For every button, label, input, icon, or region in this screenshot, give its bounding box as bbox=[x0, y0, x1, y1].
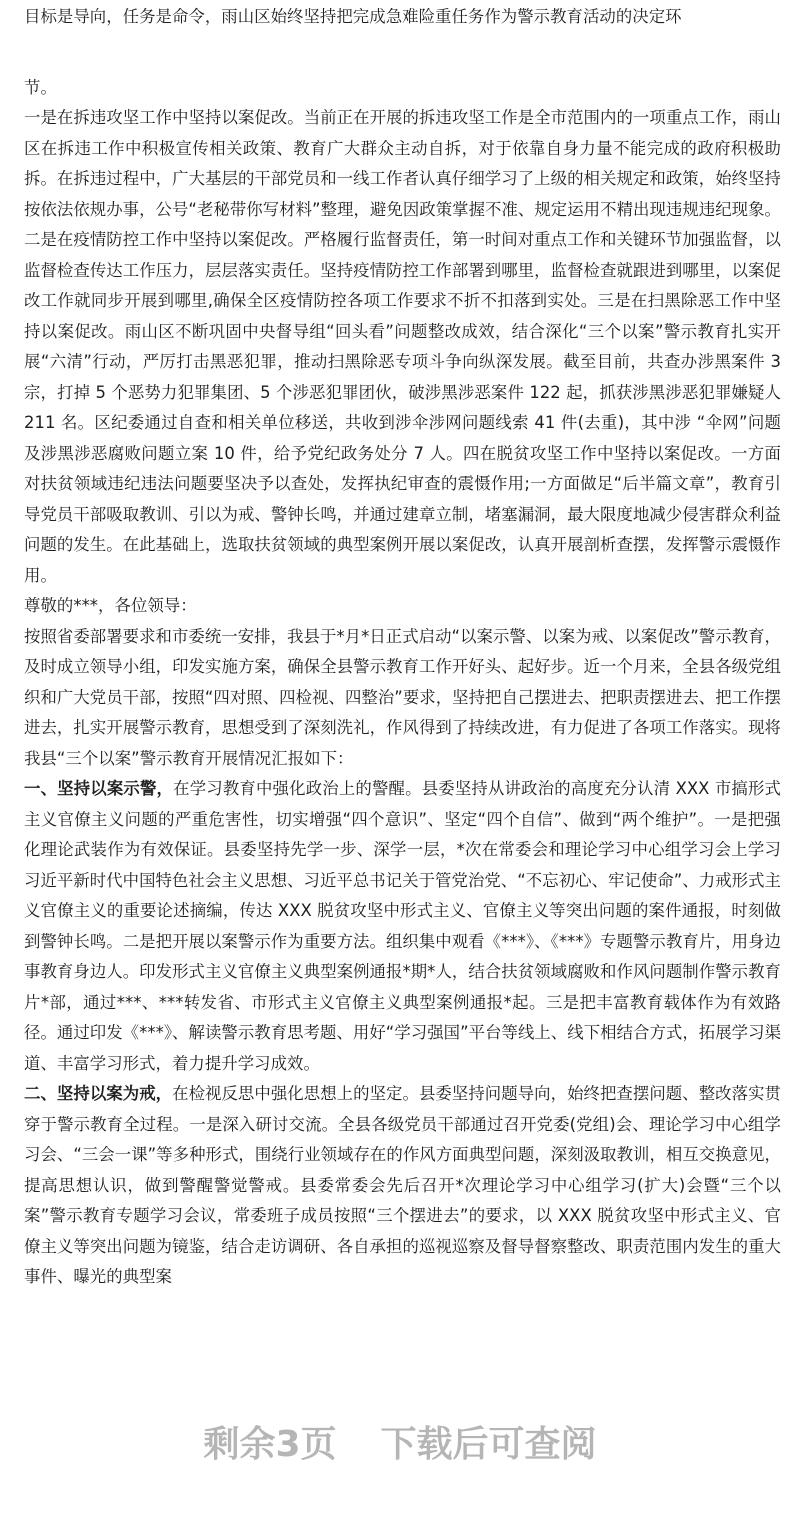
intro-line: 目标是导向，任务是命令，雨山区始终坚持把完成急难险重任务作为警示教育活动的决定环 bbox=[24, 7, 682, 26]
salutation: 尊敬的***，各位领导： bbox=[24, 596, 197, 615]
download-to-view-label: 下载后可查阅 bbox=[380, 1424, 597, 1465]
section-2 bbox=[24, 1079, 781, 1293]
document-body bbox=[24, 2, 781, 1293]
page-gap bbox=[24, 33, 781, 73]
section-2-heading: 二、坚持以案为戒， bbox=[24, 1084, 173, 1103]
section-2-body: 在检视反思中强化思想上的坚定。县委坚持问题导向，始终把查摆问题、整改落实贯穿于警示教育全过程。一是深入研讨交流。全县各级党员干部通过召开党委(党组)会、理论学习中心组学习会、“三会一课”等多种形式，围绕行业领域存在的作风方面典型问题，深刻汲取教训，相互交换意见，提高思想认识，做到警醒警觉警戒。县委常委会先后召开*次理论学习中心组学习(扩大)会暨“三个以案”警示教育专题学习会议，常委班子成员按照“三个摆进去”的要求，以 XXX 脱贫攻坚中形式主义、官僚主义等突出问题为镜鉴，结合走访调研、各自承担的巡视巡察及督导督察整改、职责范围内发生的重大事件、曝光的典型案 bbox=[24, 1084, 781, 1286]
section-1-heading: 一、坚持以案示警， bbox=[24, 779, 174, 798]
remaining-pages-label: 剩余3页 bbox=[203, 1424, 337, 1465]
intro-tail: 节。 bbox=[24, 77, 57, 97]
section-1 bbox=[24, 774, 781, 1079]
paragraph-1: 一是在拆违攻坚工作中坚持以案促改。当前正在开展的拆违攻坚工作是全市范围内的一项重点工作，雨山区在拆违工作中积极宣传相关政策、教育广大群众主动自拆，对于依靠自身力量不能完成的政府积极助拆。在拆违过程中，广大基层的干部党员和一线工作者认真仔细学习了上级的相关规定和政策，始终坚持按依法依规办事，公号“老秘带你写材料”整理，避免因政策掌握不准、规定运用不精出现违规违纪现象。二是在疫情防控工作中坚持以案促改。严格履行监督责任，第一时间对重点工作和关键环节加强监督，以监督检查传达工作压力，层层落实责任。坚持疫情防控工作部署到哪里，监督检查就跟进到哪里，以案促改工作就同步开展到哪里,确保全区疫情防控各项工作要求不折不扣落到实处。三是在扫黑除恶工作中坚持以案促改。雨山区不断巩固中央督导组“回头看”问题整改成效，结合深化“三个以案”警示教育扎实开展“六清”行动，严厉打击黑恶犯罪，推动扫黑除恶专项斗争向纵深发展。截至目前，共查办涉黑案件 3 宗，打掉 5 个恶势力犯罪集团、5 个涉恶犯罪团伙，破涉黑涉恶案件 122 起，抓获涉黑涉恶犯罪嫌疑人 211 名。区纪委通过自查和相关单位移送，共收到涉伞涉网问题线索 41 件(去重)，其中涉 “伞网”问题及涉黑涉恶腐败问题立案 10 件，给予党纪政务处分 7 人。四在脱贫攻坚工作中坚持以案促改。一方面对扶贫领域违纪违法问题要坚决予以查处，发挥执纪审查的震慑作用;一方面做足“后半篇文章”，教育引导党员干部吸取教训、引以为戒、警钟长鸣，并通过建章立制，堵塞漏洞，最大限度地减少侵害群众利益问题的发生。在此基础上，选取扶贫领域的典型案例开展以案促改，认真开展剖析查摆，发挥警示震慑作用。 bbox=[24, 108, 781, 585]
section-1-body: 在学习教育中强化政治上的警醒。县委坚持从讲政治的高度充分认清 XXX 市搞形式主义官僚主义问题的严重危害性，切实增强“四个意识”、坚定“四个自信”、做到“两个维护”。一是把强化理论武装作为有效保证。县委坚持先学一步、深学一层，*次在常委会和理论学习中心组学习会上学习习近平新时代中国特色社会主义思想、习近平总书记关于管党治党、“不忘初心、牢记使命”、力戒形式主义官僚主义的重要论述摘编，传达 XXX 脱贫攻坚中形式主义、官僚主义等突出问题的案件通报，时刻做到警钟长鸣。二是把开展以案警示作为重要方法。组织集中观看《***》、《***》专题警示教育片，用身边事教育身边人。印发形式主义官僚主义典型案例通报*期*人，结合扶贫领域腐败和作风问题制作警示教育片*部，通过***、***转发省、市形式主义官僚主义典型案例通报*起。三是把丰富教育载体作为有效路径。通过印发《***》、解读警示教育思考题、用好“学习强国”平台等线上、线下相结合方式，拓展学习渠道、丰富学习形式，着力提升学习成效。 bbox=[24, 779, 782, 1073]
paragraph-2: 按照省委部署要求和市委统一安排，我县于*月*日正式启动“以案示警、以案为戒、以案促改”警示教育，及时成立领导小组，印发实施方案，确保全县警示教育工作开好头、起好步。近一个月来，全县各级党组织和广大党员干部，按照“四对照、四检视、四整治”要求，坚持把自己摆进去、把职责摆进去、把工作摆进去，扎实开展警示教育，思想受到了深刻洗礼，作风得到了持续改进，有力促进了各项工作落实。现将我县“三个以案”警示教育开展情况汇报如下： bbox=[24, 626, 781, 768]
download-banner[interactable] bbox=[0, 1410, 800, 1480]
